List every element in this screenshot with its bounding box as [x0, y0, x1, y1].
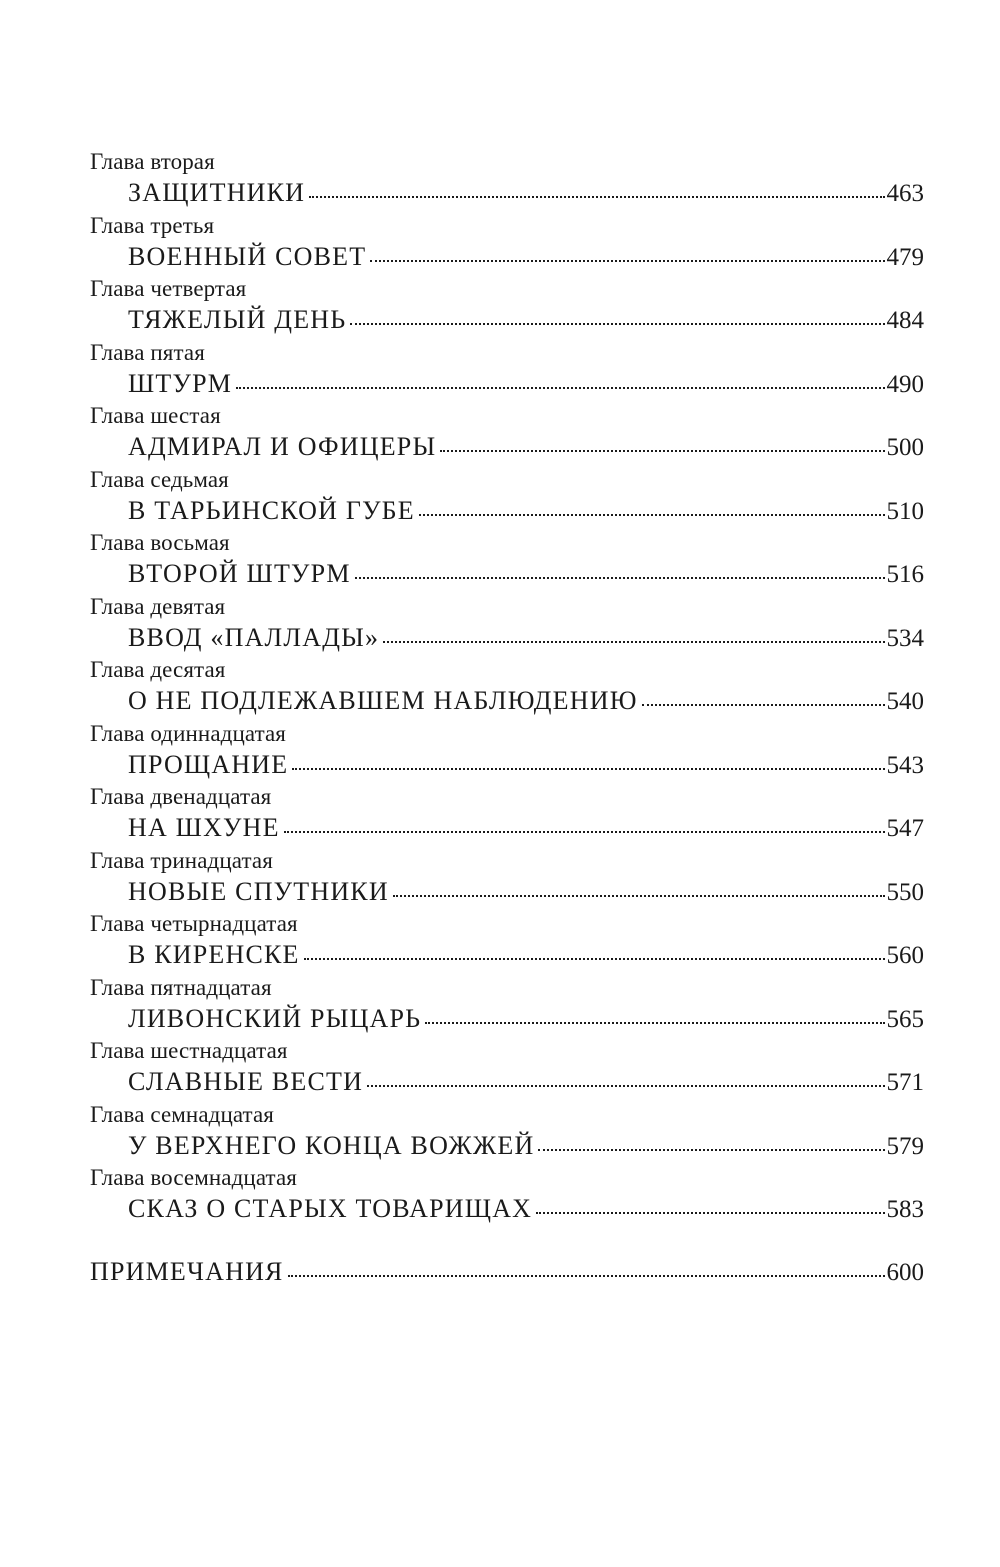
dot-leader — [288, 1275, 885, 1277]
chapter-item — [90, 845, 924, 909]
chapter-title: ЗАЩИТНИКИ — [128, 178, 306, 207]
dot-leader — [393, 895, 885, 897]
chapter-item — [90, 1162, 924, 1226]
chapter-entry[interactable] — [90, 622, 924, 655]
notes-title: ПРИМЕЧАНИЯ — [90, 1256, 284, 1286]
chapter-item — [90, 464, 924, 528]
chapter-label: Глава четырнадцатая — [90, 911, 298, 936]
section-spacer — [90, 1226, 924, 1256]
dot-leader — [538, 1149, 884, 1151]
chapter-page-number: 583 — [886, 1196, 924, 1223]
chapter-entry[interactable] — [90, 431, 924, 464]
dot-leader — [419, 514, 885, 516]
chapter-list — [90, 146, 924, 1226]
chapter-title: ТЯЖЕЛЫЙ ДЕНЬ — [128, 305, 347, 334]
chapter-page-number: 550 — [886, 878, 924, 906]
chapter-title: ВВОД «ПАЛЛАДЫ» — [128, 622, 380, 652]
dot-leader — [236, 387, 884, 389]
chapter-page-number: 565 — [886, 1005, 924, 1033]
chapter-page-number: 463 — [886, 180, 924, 207]
chapter-title: ПРОЩАНИЕ — [128, 749, 289, 779]
chapter-item — [90, 527, 924, 591]
chapter-title: СКАЗ О СТАРЫХ ТОВАРИЩАХ — [128, 1194, 533, 1223]
chapter-title: ШТУРМ — [128, 368, 233, 398]
chapter-page-number: 540 — [886, 688, 924, 715]
dot-leader — [367, 1085, 884, 1087]
chapter-item — [90, 972, 924, 1036]
chapter-item — [90, 908, 924, 972]
chapter-entry[interactable] — [90, 304, 924, 337]
chapter-page-number: 490 — [886, 370, 924, 398]
chapter-entry[interactable] — [90, 241, 924, 274]
chapter-page-number: 534 — [886, 624, 924, 652]
chapter-entry[interactable] — [90, 177, 924, 210]
chapter-item — [90, 781, 924, 845]
dot-leader — [370, 260, 884, 262]
chapter-entry[interactable] — [90, 876, 924, 909]
chapter-label: Глава восьмая — [90, 530, 230, 555]
chapter-page-number: 571 — [886, 1069, 924, 1096]
chapter-label: Глава четвертая — [90, 276, 247, 301]
chapter-title: О НЕ ПОДЛЕЖАВШЕМ НАБЛЮДЕНИЮ — [128, 686, 638, 715]
chapter-item — [90, 273, 924, 337]
dot-leader — [536, 1212, 884, 1214]
dot-leader — [383, 641, 884, 643]
chapter-label: Глава одиннадцатая — [90, 720, 286, 746]
chapter-page-number: 484 — [886, 307, 924, 334]
chapter-title: АДМИРАЛ И ОФИЦЕРЫ — [128, 432, 437, 461]
chapter-page-number: 547 — [886, 815, 924, 842]
chapter-label: Глава третья — [90, 212, 215, 238]
chapter-page-number: 579 — [886, 1132, 924, 1160]
chapter-item — [90, 400, 924, 464]
chapter-label: Глава десятая — [90, 657, 226, 682]
chapter-entry[interactable] — [90, 1066, 924, 1099]
chapter-label: Глава пятая — [90, 339, 205, 365]
chapter-label: Глава тринадцатая — [90, 847, 273, 873]
chapter-label: Глава седьмая — [90, 466, 229, 492]
chapter-item — [90, 1099, 924, 1163]
chapter-entry[interactable] — [90, 812, 924, 845]
notes-entry[interactable] — [90, 1256, 924, 1289]
chapter-entry[interactable] — [90, 495, 924, 528]
chapter-title: У ВЕРХНЕГО КОНЦА ВОЖЖЕЙ — [128, 1130, 535, 1160]
dot-leader — [292, 768, 884, 770]
chapter-item — [90, 718, 924, 782]
chapter-entry[interactable] — [90, 1193, 924, 1226]
chapter-item — [90, 337, 924, 401]
chapter-title: В КИРЕНСКЕ — [128, 940, 300, 969]
chapter-label: Глава девятая — [90, 593, 226, 619]
chapter-entry[interactable] — [90, 685, 924, 718]
chapter-title: ВТОРОЙ ШТУРМ — [128, 559, 351, 588]
chapter-page-number: 560 — [886, 942, 924, 969]
chapter-title: НА ШХУНЕ — [128, 813, 280, 842]
chapter-label: Глава шестнадцатая — [90, 1038, 288, 1063]
dot-leader — [304, 958, 885, 960]
chapter-entry[interactable] — [90, 939, 924, 972]
chapter-item — [90, 654, 924, 718]
chapter-item — [90, 591, 924, 655]
chapter-page-number: 500 — [886, 434, 924, 461]
dot-leader — [284, 831, 885, 833]
chapter-page-number: 543 — [886, 751, 924, 779]
dot-leader — [642, 704, 885, 706]
chapter-entry[interactable] — [90, 1130, 924, 1163]
chapter-page-number: 510 — [886, 497, 924, 525]
chapter-title: ВОЕННЫЙ СОВЕТ — [128, 241, 367, 271]
chapter-label: Глава восемнадцатая — [90, 1165, 297, 1190]
chapter-item — [90, 210, 924, 274]
notes-page-number: 600 — [886, 1258, 924, 1286]
chapter-entry[interactable] — [90, 1003, 924, 1036]
chapter-label: Глава семнадцатая — [90, 1101, 274, 1127]
chapter-entry[interactable] — [90, 558, 924, 591]
chapter-entry[interactable] — [90, 749, 924, 782]
dot-leader — [309, 196, 884, 198]
chapter-label: Глава шестая — [90, 403, 221, 428]
chapter-title: В ТАРЬИНСКОЙ ГУБЕ — [128, 495, 415, 525]
dot-leader — [355, 577, 885, 579]
chapter-label: Глава пятнадцатая — [90, 974, 272, 1000]
chapter-title: СЛАВНЫЕ ВЕСТИ — [128, 1067, 364, 1096]
dot-leader — [440, 450, 884, 452]
chapter-item — [90, 146, 924, 210]
chapter-title: ЛИВОНСКИЙ РЫЦАРЬ — [128, 1003, 422, 1033]
chapter-page-number: 516 — [886, 561, 924, 588]
chapter-label: Глава двенадцатая — [90, 784, 272, 809]
dot-leader — [425, 1022, 884, 1024]
chapter-label: Глава вторая — [90, 149, 215, 174]
table-of-contents — [90, 146, 924, 1288]
chapter-entry[interactable] — [90, 368, 924, 401]
chapter-title: НОВЫЕ СПУТНИКИ — [128, 876, 389, 906]
dot-leader — [350, 323, 884, 325]
chapter-item — [90, 1035, 924, 1099]
chapter-page-number: 479 — [886, 243, 924, 271]
